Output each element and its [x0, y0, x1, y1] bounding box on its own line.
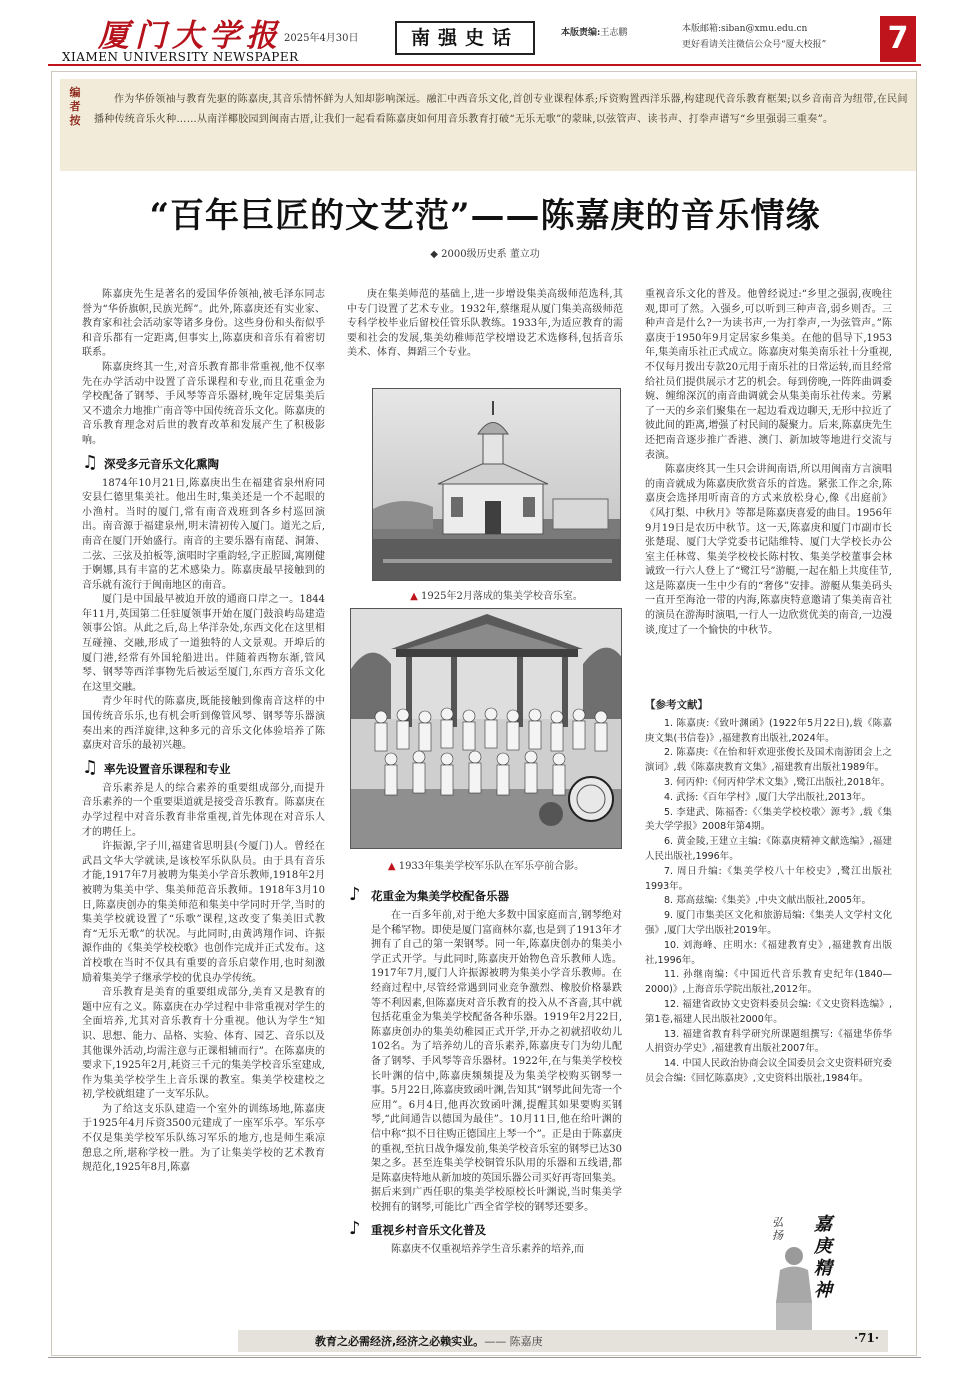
article-column-2-bottom	[349, 881, 622, 1258]
reference-item: 4. 武扬:《百年学村》,厦门大学出版社,2013年。	[664, 791, 872, 803]
section2-paragraph-1: 音乐素养是人的综合素养的重要组成部分,而提升音乐素养的一个重要渠道就是接受音乐教育。陈嘉庚在办学过程中对音乐教育非常重视,首先体现在对音乐人才的聘任上。	[82, 782, 325, 838]
intro-paragraph-1: 陈嘉庚先生是著名的爱国华侨领袖,被毛泽东同志誉为“华侨旗帜,民族光辉”。此外,陈嘉庚还有实业家、教育家和社会活动家等诸多身份。这些身份和头衔似乎和音乐都有一定距离,但事实上,陈嘉庚和音乐有着密切联系。	[82, 289, 325, 359]
footer-folio: ·71·	[854, 1331, 880, 1345]
editor-note-tag: 编者按	[69, 86, 81, 127]
section2-paragraph-3: 音乐教育是美育的重要组成部分,美育又是教育的题中应有之义。陈嘉庚在办学过程中非常重视对学生的全面培养,尤其对音乐教育十分重视。他认为学生“知识、思想、能力、品格、实验、体育、园艺、音乐以及其他课外活动,均需注意与正课相辅而行”。在陈嘉庚的要求下,1925年2月,耗资三千元的集美学校音乐室建成,作为集美学校学生上音乐课的教室。集美学校建校之初,学校就组建了一支军乐队。	[82, 987, 325, 1101]
footer-quote-text: 教育之必需经济,经济之必赖实业。	[315, 1335, 485, 1348]
article-column-2	[347, 288, 623, 361]
column3-paragraph-1: 重视音乐文化的普及。他曾经说过:“乡里之强弱,夜晚往观,即可了然。入强乡,可以听到三种声音,弱乡则否。三种声音是什么?一为读书声,一为打拳声,一为弦管声。”陈嘉庚于1950年9月定居家乡集美。在他的倡导下,1953年,集美南乐社正式成立。陈嘉庚对集美南乐社十分重视,不仅每月拨出专款20元用于南乐社的日常运转,而且经常给社员们提供展示才艺的机会。每到傍晚,一阵阵曲调委婉、缠绵深沉的南音曲调就会从集美南乐社传来。劳累了一天的乡亲们聚集在一起边看戏边聊天,无形中拉近了彼此间的距离,增强了村民间的凝聚力。后来,陈嘉庚先生还把南音逐步推广香港、澳门、新加坡等地进行交流与表演。	[645, 289, 892, 461]
caption-triangle-icon: ▲	[387, 861, 399, 872]
photo-music-room-caption: ▲ 1925年2月落成的集美学校音乐室。	[410, 591, 583, 602]
footer-divider	[48, 1357, 921, 1358]
reference-item: 2. 陈嘉庚:《在怡和轩欢迎张俊长及国术南游团会上之演词》,载《陈嘉庚教育文集》,福建教育出版社1989年。	[645, 747, 892, 774]
reference-item: 8. 郑高兹编:《集美》,中央文献出版社,2005年。	[664, 895, 872, 907]
header-divider	[48, 64, 921, 66]
footer-quote	[315, 1333, 543, 1349]
article-column-1	[82, 288, 325, 1176]
music-room-illustration	[373, 389, 621, 581]
music-note-icon: ♫	[82, 451, 99, 473]
article-headline: “百年巨匠的文艺范”——陈嘉庚的音乐情缘	[149, 196, 821, 236]
section1-paragraph-3: 青少年时代的陈嘉庚,既能接触到像南音这样的中国传统音乐乐,也有机会听到像管风琴、钢琴等乐器演奏出来的西洋旋律,这种多元的音乐文化体验培养了陈嘉庚对音乐的最初兴趣。	[82, 696, 325, 752]
section4-paragraph-start: 陈嘉庚不仅重视培养学生音乐素养的培养,而	[391, 1244, 585, 1256]
photo-military-band-caption: ▲ 1933年集美学校军乐队在军乐亭前合影。	[387, 861, 585, 872]
references-section	[645, 698, 892, 1087]
reference-item: 11. 孙继南编:《中国近代音乐教育史纪年(1840—2000)》,上海音乐学院出版社,2012年。	[645, 969, 892, 996]
reference-item: 12. 福建省政协文史资料委员会编:《文史资料选编》,第1卷,福建人民出版社2000年。	[645, 998, 892, 1025]
column3-paragraph-2: 陈嘉庚终其一生只会讲闽南语,所以用闽南方言演唱的南音就成为陈嘉庚欣赏音乐的首选。紧张工作之余,陈嘉庚会选择用听南音的方式来放松身心,像《出庭前》《风打梨、中秋月》等都是陈嘉庚喜爱的曲目。1956年9月19日是农历中秋节。这一天,陈嘉庚和厦门市副市长张楚琨、厦门大学党委书记陆维特、厦门大学校长办公室主任林莺、集美学校校长陈村牧、集美学校董事会林诚致一行六人登上了“鹭江号”游艇,一起在船上共度佳节,这是陈嘉庚一生中少有的“奢侈”安排。游艇从集美码头一直开至海沧一带的内海,陈嘉庚特意邀请了集美南音社的演员在游海时演唱,一行人一边欣赏优美的南音,一边漫谈,度过了一个愉快的中秋节。	[645, 464, 892, 636]
page-number-badge: 7	[880, 16, 916, 62]
section2-paragraph-2: 许振源,字子川,福建省思明县(今厦门)人。曾经在武昌文华大学就读,是该校军乐队队员。由于具有音乐才能,1917年7月被聘为集美小学音乐教师,1918年2月被聘为集美中学、集美师范音乐教师。1918年3月10日,陈嘉庚创办的集美师范和集美中学同时开学,当时的集美学校就设置了“乐歌”课程,这改变了集美旧式教育“无乐无歌”的状况。与此同时,由黄鸿翔作词、许振源作曲的《集美学校校歌》也创作完成并正式发布。这首校歌在当时不仅具有重要的音乐启蒙作用,也时刻激励着集美学子继承学校的优良办学传统。	[82, 841, 325, 984]
music-note-icon: ♫	[82, 756, 99, 778]
newspaper-logo: 厦门大学报	[98, 18, 283, 54]
reference-item: 14. 中国人民政治协商会议全国委员会文史资料研究委员会合编:《回忆陈嘉庚》,文史资料出版社,1984年。	[645, 1058, 892, 1084]
subheading-4: ♪ 重视乡村音乐文化普及	[349, 1218, 486, 1240]
seal-text-left: 弘扬	[772, 1216, 783, 1242]
editor-name: 王志鹏	[600, 28, 628, 38]
reference-item: 7. 周日升编:《集美学校八十年校史》,鹭江出版社1993年。	[645, 865, 892, 892]
seal-text-right: 嘉庚精神	[814, 1214, 832, 1301]
page-email: 本版邮箱:siban@xmu.edu.cn	[682, 24, 808, 34]
subheading-3: ♪ 花重金为集美学校配备乐器	[349, 884, 509, 905]
intro-paragraph-2: 陈嘉庚终其一生,对音乐教育都非常重视,他不仅率先在办学活动中设置了音乐课程和专业,而且花重金为学校配备了钢琴、手风琴等音乐器材,晚年定居集美后又不遗余力地推广南音等中国传统音乐文化。陈嘉庚的音乐教育理念对后世的教育改革和发展产生了积极影响。	[82, 361, 325, 446]
newspaper-english-name: XIAMEN UNIVERSITY NEWSPAPER	[62, 50, 299, 64]
section1-paragraph-2: 厦门是中国最早被迫开放的通商口岸之一。1844年11月,英国第二任驻厦领事开始在厦门鼓浪屿岛建造领事公馆。从此之后,岛上华洋杂处,东西文化在这里相互碰撞、交融,形成了一道独特的人文景观。开埠后的厦门港,经常有外国轮船进出。伴随着西物东渐,管风琴、钢琴等西洋事物先后被运至厦门,东西方音乐文化在这里交融。	[82, 594, 325, 693]
section3-paragraph-1: 在一百多年前,对于绝大多数中国家庭而言,钢琴绝对是个稀罕物。即使是厦门富商林尔嘉,也是到了1913年才拥有了自己的第一架钢琴。同一年,陈嘉庚创办的集美小学正式开学。与此同时,陈嘉庚开始物色音乐教师人选。1917年7月,厦门人许振源被聘为集美小学音乐教师。在经商过程中,尽管经常遇到同业竞争激烈、橡胶价格暴跌等不利因素,但陈嘉庚对音乐教育的投入从不吝啬,其中就包括花重金为集美学校配备各种乐器。1919年2月22日,陈嘉庚创办的集美幼稚园正式开学,开办之初就招收幼儿102名。为了培养幼儿的音乐素养,陈嘉庚专门为幼儿配备了钢琴、手风琴等音乐器材。1922年,在与集美学校校长叶渊的信中,陈嘉庚频频提及为集美学校购买钢琴一事。5月22日,陈嘉庚致函叶渊,告知其“钢琴此间先寄一个应用”。6月4日,他再次致函叶渊,提醒其如果要购买钢琴,“此间通告以德国为最佳”。10月11日,他在给叶渊的信中称“拟不日往购正德国庄上琴一个”。正是由于陈嘉庚的重视,至抗日战争爆发前,集美学校音乐室的钢琴已达30架之多。甚至连集美学校铜管乐队用的乐器和五线谱,都是陈嘉庚特地从新加坡的英国乐器公司买好再寄回集美。据后来到广西任职的集美学校原校长叶渊说,当时集美学校拥有的钢琴,可能比广西全省学校的钢琴还要多。	[371, 910, 622, 1213]
footer-quote-author: —— 陈嘉庚	[484, 1335, 543, 1348]
editor-note-text: 作为华侨领袖与教育先驱的陈嘉庚,其音乐情怀鲜为人知却影响深远。融汇中西音乐文化,首创专业课程体系;斥资购置西洋乐器,构建现代音乐教育框架;以乡音南音为纽带,在民间播种传统音乐火种……从南洋椰胶园到闽南古厝,让我们一起看看陈嘉庚如何用音乐教育打破“无乐无歌”的蒙昧,以弦管声、读书声、打拳声谱写“乡里强弱三重奏”。	[94, 94, 908, 125]
reference-item: 1. 陈嘉庚:《致叶渊函》(1922年5月22日),载《陈嘉庚文集(书信卷)》,福建教育出版社,2024年。	[645, 717, 892, 744]
article-column-3	[645, 288, 892, 638]
reference-item: 9. 厦门市集美区文化和旅游局编:《集美人文学村文化强》,厦门大学出版社2019年。	[645, 910, 892, 936]
reference-item: 5. 李建武、陈福香:《〈集美学校校歌〉源考》,载《集美大学学报》2008年第4期。	[645, 806, 892, 833]
photo-music-room	[372, 388, 621, 581]
reference-item: 10. 刘海峰、庄明水:《福建教育史》,福建教育出版社,1996年。	[645, 939, 892, 966]
wechat-notice: 更好看请关注微信公众号“厦大校报”	[682, 40, 827, 50]
section2-paragraph-4: 为了给这支乐队建造一个室外的训练场地,陈嘉庚于1925年4月斥资3500元建成了一座军乐亭。军乐亭不仅是集美学校军乐队练习军乐的地方,也是师生乘凉憩息之所,堪称学校一胜。为了让集美学校的艺术教育规范化,1925年8月,陈嘉	[82, 1103, 325, 1174]
caption-triangle-icon: ▲	[410, 591, 422, 602]
military-band-illustration	[351, 609, 622, 849]
photo-military-band	[350, 608, 622, 849]
music-note-icon: ♪	[349, 884, 361, 905]
column2-top-paragraph: 庚在集美师范的基础上,进一步增设集美高级师范选科,其中专门设置了艺术专业。1932年,蔡继琨从厦门集美高级师范专科学校毕业后留校任管乐队教练。1933年,为适应教育的需要和社会的发展,集美幼稚师范学校增设艺术选修科,包括音乐美术、体育、舞蹈三个专业。	[347, 289, 623, 359]
music-note-icon: ♪	[349, 1218, 361, 1240]
page-editor	[561, 25, 627, 38]
reference-item: 6. 黄金陵,王建立主编:《陈嘉庚精神文献选编》,福建人民出版社,1996年。	[645, 836, 892, 862]
reference-item: 13. 福建省教育科学研究所课题组撰写:《福建华侨华人捐资办学史》,福建教育出版社2007年。	[645, 1028, 892, 1055]
reference-item: 3. 何丙仲:《何丙仲学术文集》,鹭江出版社,2018年。	[664, 776, 891, 788]
issue-date: 2025年4月30日	[284, 33, 359, 44]
subheading-2: ♫ 率先设置音乐课程和专业	[82, 756, 231, 778]
subheading-1: ♫ 深受多元音乐文化熏陶	[82, 451, 219, 473]
article-byline: ◆ 2000级历史系 董立功	[430, 249, 540, 260]
references-title: 【参考文献】	[645, 699, 708, 711]
section1-paragraph-1: 1874年10月21日,陈嘉庚出生在福建省泉州府同安县仁德里集美社。他出生时,集美还是一个不起眼的小渔村。当时的厦门,常有南音戏班到各乡村巡回演出。南音源于福建泉州,明末清初传入厦门。道光之后,南音在厦门开始盛行。南音的主要乐器有南琵、洞箫、二弦、三弦及拍板等,演唱时字重韵轻,字正腔圆,寓刚健于婀娜,具有丰富的艺术感染力。陈嘉庚最早接触到的音乐就有流行于闽南地区的南音。	[82, 477, 325, 591]
editor-label: 本版责编:	[561, 28, 601, 38]
jiageng-spirit-seal	[770, 1208, 836, 1343]
section-title: 南强史话	[395, 21, 535, 55]
